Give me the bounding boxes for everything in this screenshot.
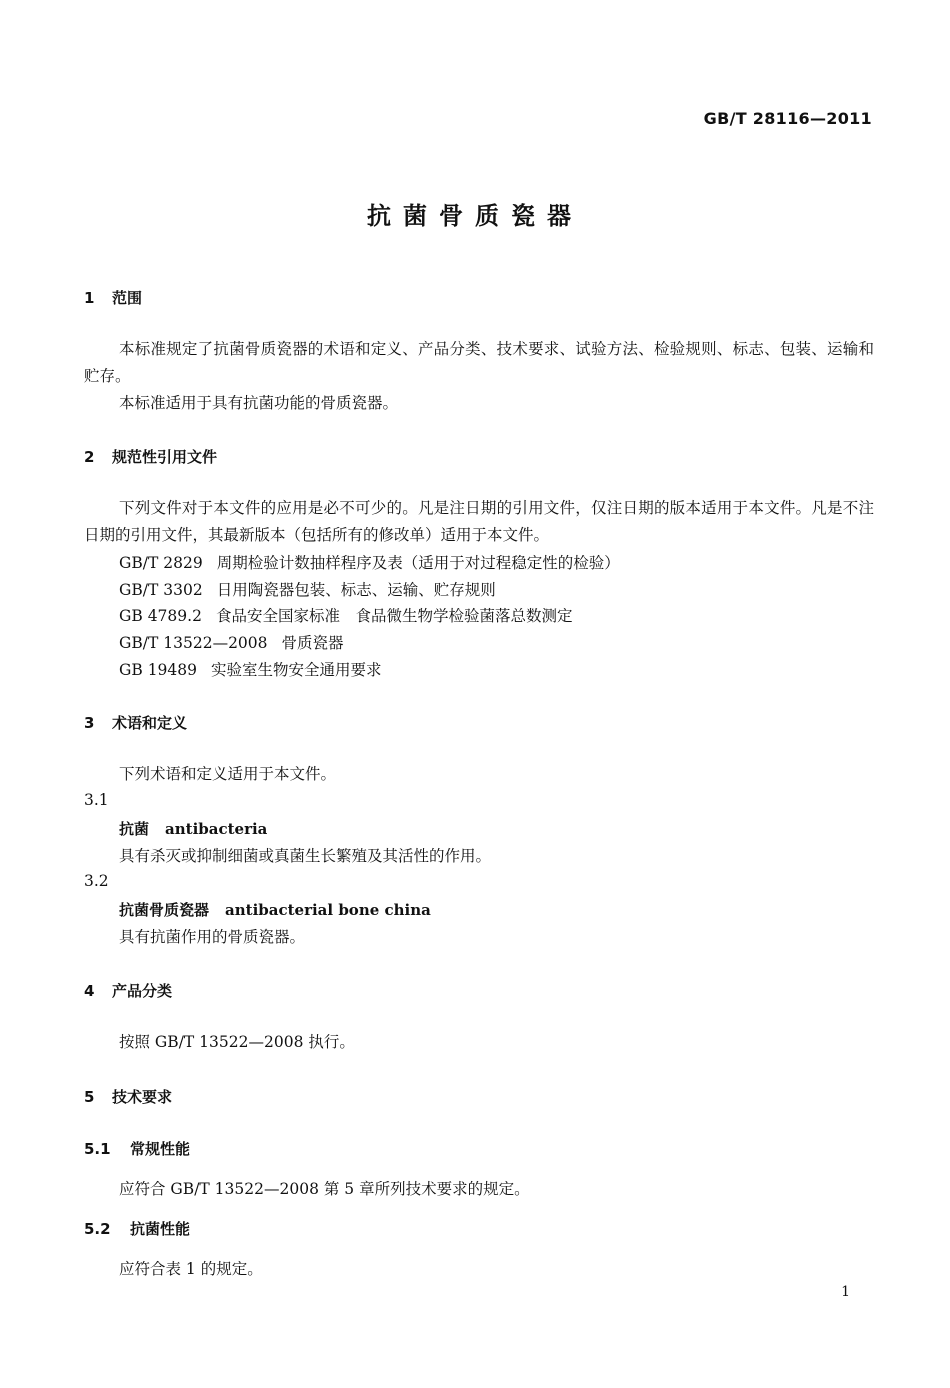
section-5-1-paragraph: 应符合 GB/T 13522—2008 第 5 章所列技术要求的规定。 — [119, 1180, 530, 1198]
section-number: 2 — [84, 448, 95, 466]
term-heading — [119, 818, 267, 839]
section-4-heading — [84, 980, 172, 1001]
section-title: 常规性能 — [130, 1140, 191, 1158]
section-title: 范围 — [112, 289, 143, 307]
reference-item — [119, 551, 620, 573]
term-zh: 抗菌骨质瓷器 — [119, 901, 210, 919]
section-5-1-heading — [84, 1138, 190, 1159]
term-definition: 具有抗菌作用的骨质瓷器。 — [119, 928, 306, 946]
reference-title: 骨质瓷器 — [281, 634, 344, 652]
section-title: 抗菌性能 — [130, 1220, 191, 1238]
section-number: 3 — [84, 714, 95, 732]
reference-code: GB/T 3302 — [119, 581, 203, 599]
section-3-heading — [84, 712, 187, 733]
reference-title: 食品安全国家标准 食品微生物学检验菌落总数测定 — [215, 607, 573, 625]
section-title: 规范性引用文件 — [112, 448, 218, 466]
term-zh: 抗菌 — [119, 820, 150, 838]
reference-title: 周期检验计数抽样程序及表（适用于对过程稳定性的检验） — [216, 554, 620, 572]
section-1-paragraph-1: 本标准规定了抗菌骨质瓷器的术语和定义、产品分类、技术要求、试验方法、检验规则、标志、包装、运输和贮存。 — [84, 340, 874, 385]
reference-code: GB 19489 — [119, 661, 198, 679]
term-number: 3.1 — [84, 791, 109, 809]
section-4-paragraph-1: 按照 GB/T 13522—2008 执行。 — [119, 1033, 355, 1051]
term-number: 3.2 — [84, 872, 109, 890]
section-number: 1 — [84, 289, 95, 307]
section-1-paragraph-2: 本标准适用于具有抗菌功能的骨质瓷器。 — [119, 394, 399, 412]
section-5-2-paragraph: 应符合表 1 的规定。 — [119, 1260, 263, 1278]
section-number: 5.2 — [84, 1220, 111, 1238]
section-title: 术语和定义 — [112, 714, 188, 732]
reference-title: 日用陶瓷器包装、标志、运输、贮存规则 — [216, 581, 496, 599]
term-en: antibacterial bone china — [225, 901, 431, 919]
section-5-2-heading — [84, 1218, 190, 1239]
term-definition: 具有杀灭或抑制细菌或真菌生长繁殖及其活性的作用。 — [119, 847, 492, 865]
reference-code: GB/T 2829 — [119, 554, 203, 572]
document-title: 抗菌骨质瓷器 — [367, 202, 583, 230]
section-title: 产品分类 — [112, 982, 173, 1000]
reference-code: GB 4789.2 — [119, 607, 202, 625]
section-number: 4 — [84, 982, 95, 1000]
section-5-heading — [84, 1086, 172, 1107]
section-3-paragraph-1: 下列术语和定义适用于本文件。 — [119, 765, 337, 783]
term-en: antibacteria — [165, 820, 268, 838]
reference-code: GB/T 13522—2008 — [119, 634, 268, 652]
reference-item — [119, 604, 572, 626]
section-2-heading — [84, 446, 217, 467]
standard-code: GB/T 28116—2011 — [703, 109, 872, 128]
section-2-paragraph-1: 下列文件对于本文件的应用是必不可少的。凡是注日期的引用文件，仅注日期的版本适用于本文件。凡是不注日期的引用文件，其最新版本（包括所有的修改单）适用于本文件。 — [84, 499, 874, 544]
page-number: 1 — [841, 1284, 850, 1300]
section-title: 技术要求 — [112, 1088, 173, 1106]
reference-title: 实验室生物安全通用要求 — [211, 661, 382, 679]
term-heading — [119, 899, 431, 920]
section-number: 5 — [84, 1088, 95, 1106]
section-1-heading — [84, 287, 142, 308]
reference-item — [119, 658, 382, 680]
reference-item — [119, 631, 344, 653]
reference-item — [119, 578, 496, 600]
section-number: 5.1 — [84, 1140, 111, 1158]
